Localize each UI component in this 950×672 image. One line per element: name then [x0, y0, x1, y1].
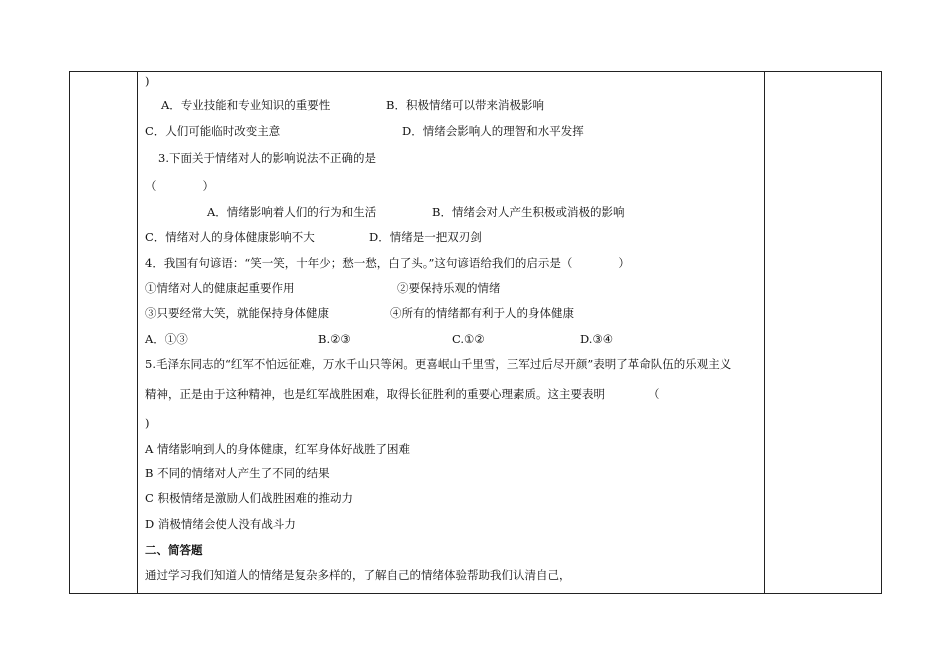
q3-option-c: C．情绪对人的身体健康影响不大: [145, 230, 315, 244]
q5-stem-line-1: 5.毛泽东同志的“红军不怕远征难，万水千山只等闲。更喜岷山千里雪，三军过后尽开颜”表明了革命队伍的乐观主义: [145, 357, 732, 371]
column-divider-left: [137, 72, 138, 593]
q3-option-b: B．情绪会对人产生积极或消极的影响: [432, 205, 625, 219]
q5-option-c: C 积极情绪是激励人们战胜困难的推动力: [145, 491, 353, 505]
q5-option-b: B 不同的情绪对人产生了不同的结果: [145, 466, 330, 480]
q2-option-b: B．积极情绪可以带来消极影响: [386, 98, 544, 112]
q4-option-a: A．①③: [145, 332, 188, 346]
q5-open-paren: （: [648, 387, 660, 401]
q4-statement-2: ②要保持乐观的情绪: [397, 281, 501, 295]
q4-statement-4: ④所有的情绪都有利于人的身体健康: [390, 306, 574, 320]
q5-stem-line-2: 精神，正是由于这种精神，也是红军战胜困难，取得长征胜利的重要心理素质。这主要表明: [145, 387, 605, 401]
q4-option-d: D.③④: [580, 332, 614, 346]
q5-option-d: D 消极情绪会使人没有战斗力: [145, 517, 296, 531]
q2-option-d: D．情绪会影响人的理智和水平发挥: [402, 124, 584, 138]
q4-statement-1: ①情绪对人的健康起重要作用: [145, 281, 295, 295]
q3-option-d: D．情绪是一把双刃剑: [369, 230, 482, 244]
q2-option-a: A．专业技能和专业知识的重要性: [161, 98, 331, 112]
q3-option-a: A．情绪影响着人们的行为和生活: [207, 205, 377, 219]
q2-option-c: C．人们可能临时改变主意: [145, 124, 281, 138]
q3-blank: （ ）: [145, 179, 214, 193]
short-answer-prompt: 通过学习我们知道人的情绪是复杂多样的，了解自己的情绪体验帮助我们认清自己，: [145, 568, 571, 582]
q5-option-a: A 情绪影响到人的身体健康，红军身体好战胜了困难: [145, 442, 410, 456]
q4-statement-3: ③只要经常大笑，就能保持身体健康: [145, 306, 329, 320]
q5-close-paren: ): [145, 416, 150, 430]
q3-stem: 3.下面关于情绪对人的影响说法不正确的是: [158, 151, 376, 165]
section-heading-short-answer: 二、简答题: [145, 543, 203, 557]
column-divider-right: [764, 72, 765, 593]
q4-option-c: C.①②: [452, 332, 485, 346]
q2-close-paren: ): [145, 74, 150, 88]
q4-option-b: B.②③: [318, 332, 351, 346]
q4-stem: 4．我国有句谚语：“笑一笑，十年少；愁一愁，白了头。”这句谚语给我们的启示是（ ）: [145, 256, 630, 270]
